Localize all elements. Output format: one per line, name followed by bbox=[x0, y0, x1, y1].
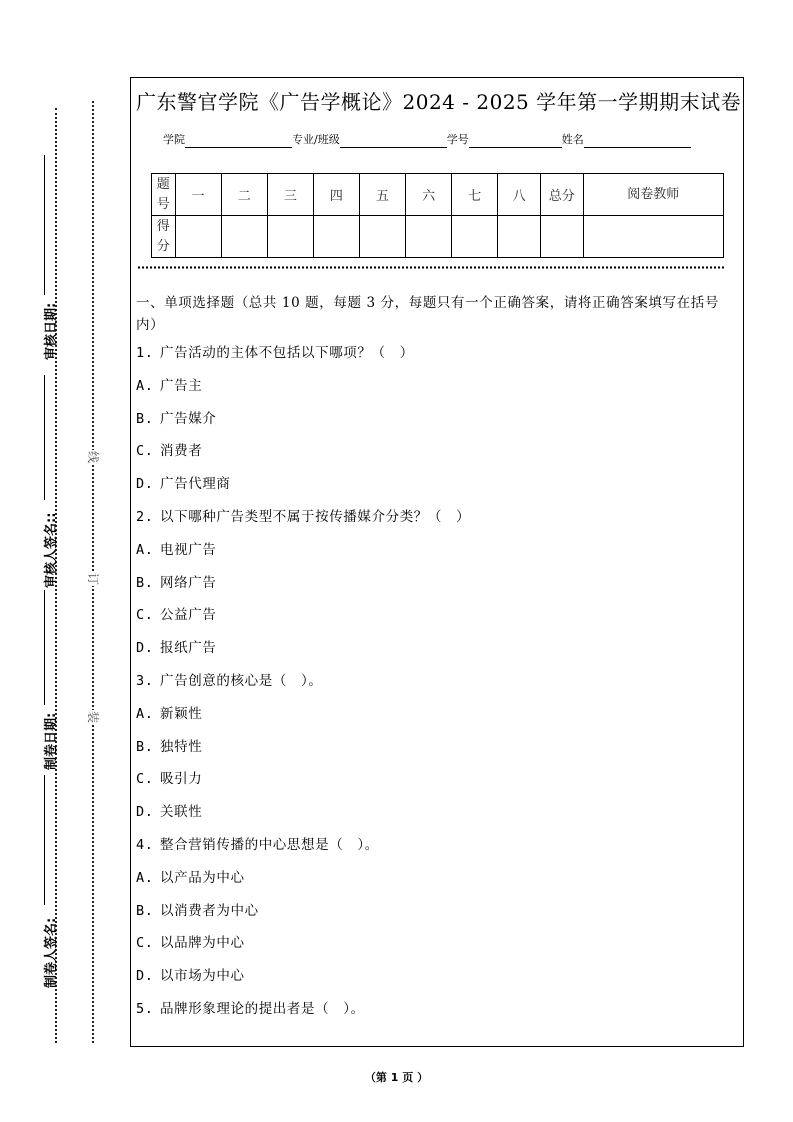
question-5 bbox=[136, 998, 740, 1031]
option-letter: D. bbox=[136, 804, 154, 821]
paper-date-label: 制卷日期: bbox=[44, 712, 59, 770]
option-1d[interactable] bbox=[136, 473, 740, 506]
col-header-4: 四 bbox=[313, 174, 359, 216]
name-label: 姓名 bbox=[561, 133, 584, 146]
option-letter: D. bbox=[136, 476, 154, 493]
option-text: 以产品为中心 bbox=[160, 869, 245, 886]
col-header-1: 一 bbox=[175, 174, 221, 216]
score-cell-7[interactable] bbox=[452, 216, 498, 258]
section-1 bbox=[136, 292, 740, 1031]
option-3a[interactable] bbox=[136, 703, 740, 736]
score-cell-2[interactable] bbox=[221, 216, 267, 258]
col-header-6: 六 bbox=[406, 174, 452, 216]
student-id-label: 学号 bbox=[446, 133, 469, 146]
question-number: 3. bbox=[136, 672, 154, 689]
reviewer-signature-label: 审核人签名:: bbox=[44, 512, 59, 588]
seal-char-xian: 线 bbox=[86, 450, 100, 463]
score-table-header-row bbox=[152, 174, 724, 216]
paper-date-line[interactable] bbox=[44, 590, 45, 705]
option-letter: B. bbox=[136, 738, 154, 755]
option-text: 电视广告 bbox=[160, 541, 217, 558]
score-cell-grader[interactable] bbox=[583, 216, 723, 258]
option-text: 以市场为中心 bbox=[160, 968, 245, 985]
question-3 bbox=[136, 670, 740, 703]
score-cell-6[interactable] bbox=[406, 216, 452, 258]
col-header-2: 二 bbox=[221, 174, 267, 216]
option-text: 公益广告 bbox=[160, 607, 217, 624]
reviewer-signature-line[interactable] bbox=[44, 375, 45, 500]
option-letter: C. bbox=[136, 443, 154, 460]
col-header-8: 八 bbox=[498, 174, 541, 216]
option-4c[interactable] bbox=[136, 932, 740, 965]
col-header-grader: 阅卷教师 bbox=[583, 174, 723, 216]
option-4a[interactable] bbox=[136, 867, 740, 900]
option-letter: A. bbox=[136, 869, 154, 886]
option-letter: D. bbox=[136, 968, 154, 985]
option-letter: C. bbox=[136, 935, 154, 952]
option-3d[interactable] bbox=[136, 801, 740, 834]
page-number: （第 1 页 ） bbox=[364, 1071, 429, 1084]
question-number: 2. bbox=[136, 508, 154, 525]
question-text: 广告创意的核心是（ ）。 bbox=[160, 672, 323, 689]
major-class-label: 专业/班级 bbox=[292, 133, 340, 146]
review-date-line[interactable] bbox=[44, 155, 45, 295]
question-4 bbox=[136, 834, 740, 867]
section-separator bbox=[137, 266, 725, 269]
question-text: 品牌形象理论的提出者是（ ）。 bbox=[160, 1000, 365, 1017]
question-1 bbox=[136, 342, 740, 375]
question-text: 广告活动的主体不包括以下哪项？（ ） bbox=[160, 345, 414, 361]
option-letter: D. bbox=[136, 640, 154, 657]
score-cell-5[interactable] bbox=[359, 216, 405, 258]
option-1a[interactable] bbox=[136, 375, 740, 408]
seal-char-zhuang: 装 bbox=[86, 710, 100, 723]
option-4d[interactable] bbox=[136, 965, 740, 998]
paper-maker-signature-line[interactable] bbox=[44, 775, 45, 905]
question-number-header: 题号 bbox=[152, 174, 176, 216]
option-2d[interactable] bbox=[136, 637, 740, 670]
student-info-row bbox=[163, 131, 691, 148]
option-2a[interactable] bbox=[136, 539, 740, 572]
score-header: 得分 bbox=[152, 216, 176, 258]
option-letter: C. bbox=[136, 607, 154, 624]
paper-maker-signature-label: 制卷人签名: bbox=[44, 917, 59, 988]
score-cell-3[interactable] bbox=[267, 216, 313, 258]
option-letter: B. bbox=[136, 410, 154, 427]
option-text: 以品牌为中心 bbox=[160, 935, 245, 952]
section-1-heading: 一、单项选择题（总共 10 题，每题 3 分，每题只有一个正确答案，请将正确答案填写在括号内） bbox=[136, 295, 719, 333]
option-text: 广告媒介 bbox=[160, 410, 217, 427]
option-3b[interactable] bbox=[136, 736, 740, 769]
score-cell-total[interactable] bbox=[540, 216, 583, 258]
question-2 bbox=[136, 506, 740, 539]
question-number: 4. bbox=[136, 836, 154, 853]
exam-title: 广东警官学院《广告学概论》2024 - 2025 学年第一学期期末试卷 bbox=[136, 90, 742, 114]
option-letter: A. bbox=[136, 377, 154, 394]
option-2b[interactable] bbox=[136, 572, 740, 605]
option-letter: A. bbox=[136, 541, 154, 558]
score-cell-1[interactable] bbox=[175, 216, 221, 258]
score-cell-8[interactable] bbox=[498, 216, 541, 258]
college-label: 学院 bbox=[163, 133, 185, 146]
col-header-5: 五 bbox=[359, 174, 405, 216]
option-4b[interactable] bbox=[136, 900, 740, 933]
option-letter: C. bbox=[136, 771, 154, 788]
col-header-7: 七 bbox=[452, 174, 498, 216]
option-text: 广告代理商 bbox=[160, 476, 231, 493]
option-2c[interactable] bbox=[136, 604, 740, 637]
score-table bbox=[151, 173, 724, 258]
review-date-label: 审核日期: bbox=[44, 302, 59, 360]
question-text: 以下哪种广告类型不属于按传播媒介分类？（ ） bbox=[160, 508, 471, 525]
col-header-3: 三 bbox=[267, 174, 313, 216]
option-text: 消费者 bbox=[160, 443, 203, 460]
option-text: 网络广告 bbox=[160, 574, 217, 591]
major-class-field[interactable] bbox=[340, 133, 447, 148]
seal-char-ding: 订 bbox=[86, 572, 100, 585]
option-text: 以消费者为中心 bbox=[160, 902, 259, 919]
score-table-score-row bbox=[152, 216, 724, 258]
option-text: 独特性 bbox=[160, 738, 203, 755]
student-id-field[interactable] bbox=[469, 133, 562, 148]
college-field[interactable] bbox=[185, 133, 292, 148]
option-text: 广告主 bbox=[160, 377, 203, 394]
option-letter: B. bbox=[136, 574, 154, 591]
question-number: 1. bbox=[136, 345, 154, 361]
score-cell-4[interactable] bbox=[313, 216, 359, 258]
option-letter: B. bbox=[136, 902, 154, 919]
col-header-total: 总分 bbox=[540, 174, 583, 216]
option-1c[interactable] bbox=[136, 440, 740, 473]
option-1b[interactable] bbox=[136, 408, 740, 441]
option-letter: A. bbox=[136, 705, 154, 722]
option-text: 关联性 bbox=[160, 804, 203, 821]
option-text: 新颖性 bbox=[160, 705, 203, 722]
option-3c[interactable] bbox=[136, 768, 740, 801]
option-text: 吸引力 bbox=[160, 771, 203, 788]
option-text: 报纸广告 bbox=[160, 640, 217, 657]
question-number: 5. bbox=[136, 1000, 154, 1017]
question-text: 整合营销传播的中心思想是（ ）。 bbox=[160, 836, 379, 853]
name-field[interactable] bbox=[584, 133, 691, 148]
